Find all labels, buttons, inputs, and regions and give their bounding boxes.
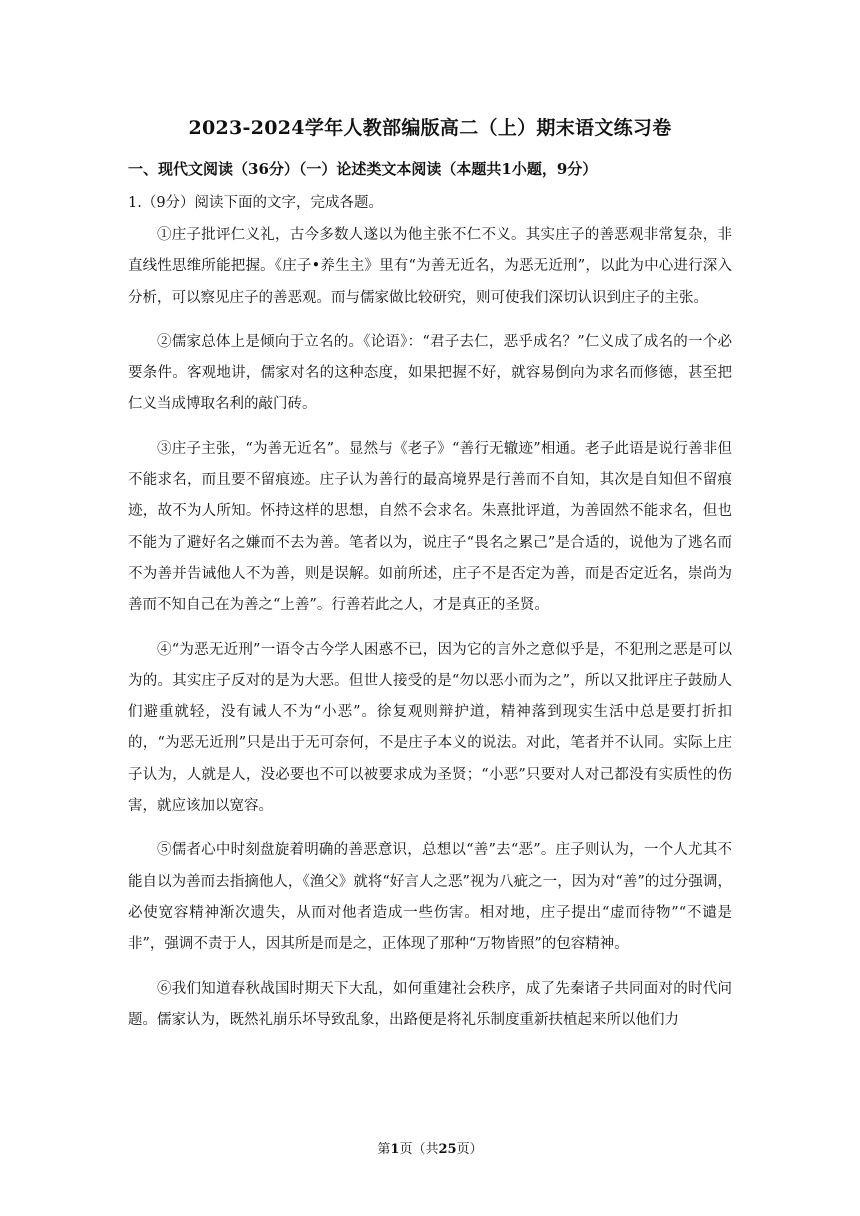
- paragraph-5: ⑤儒者心中时刻盘旋着明确的善恶意识，总想以“善”去“恶”。庄子则认为，一个人尤其不能自以为善而去指摘他人，《渔父》就将“好言人之恶”视为八疵之一，因为对“善”的过分强调，必使宽容精神渐次遗失，从而对他者造成一些伤害。相对地，庄子提出“虚而待物”“不谴是非”，强调不责于人，因其所是而是之，正体现了那种“万物皆照”的包容精神。: [128, 842, 732, 953]
- paragraph-2: ②儒家总体上是倾向于立名的。《论语》：“君子去仁，恶乎成名？”仁义成了成名的一个必要条件。客观地讲，儒家对名的这种态度，如果把握不好，就容易倒向为求名而修德，甚至把仁义当成博取名利的敲门砖。: [128, 333, 732, 413]
- paragraph-1: ①庄子批评仁义礼，古今多数人遂以为他主张不仁不义。其实庄子的善恶观非常复杂，非直线性思维所能把握。《庄子•养生主》里有“为善无近名，为恶无近刑”，以此为中心进行深入分析，可以察见庄子的善恶观。而与儒家做比较研究，则可使我们深切认识到庄子的主张。: [128, 227, 732, 306]
- paragraph-3: ③庄子主张，“为善无近名”。显然与《老子》“善行无辙迹”相通。老子此语是说行善非但不能求名，而且要不留痕迹。庄子认为善行的最高境界是行善而不自知，其次是自知但不留痕迹，故不为人所知。怀持这样的思想，自然不会求名。朱熹批评道，为善固然不能求名，但也不能为了避好名之嫌而不去为善。笔者以为，说庄子“畏名之累己”是合适的，说他为了逃名而不为善并告诫他人不为善，则是误解。如前所述，庄子不是否定为善，而是否定近名，崇尚为善而不知自己在为善之“上善”。行善若此之人，才是真正的圣贤。: [128, 440, 732, 614]
- footer-suffix: 页）: [456, 1142, 483, 1157]
- footer-prefix: 第: [377, 1142, 391, 1157]
- paragraph-4: ④“为恶无近刑”一语令古今学人困惑不已，因为它的言外之意似乎是，不犯刑之恶是可以为的。其实庄子反对的是为大恶。但世人接受的是“勿以恶小而为之”，所以又批评庄子鼓励人们避重就轻，没有诫人不为“小恶”。徐复观则辩护道，精神落到现实生活中总是要打折扣的，“为恶无近刑”只是出于无可奈何，不是庄子本义的说法。对此，笔者并不认同。实际上庄子认为，人就是人，没必要也不可以被要求成为圣贤；“小恶”只要对人对己都没有实质性的伤害，就应该加以宽容。: [128, 641, 732, 815]
- passage-body: [128, 220, 732, 1036]
- paragraph-6: ⑥我们知道春秋战国时期天下大乱，如何重建社会秩序，成了先秦诸子共同面对的时代问题。儒家认为，既然礼崩乐坏导致乱象，出路便是将礼乐制度重新扶植起来所以他们力: [128, 980, 732, 1028]
- footer-page-number: 1: [390, 1142, 400, 1157]
- page-footer: [0, 1138, 860, 1157]
- question-intro: 1.（9分）阅读下面的文字，完成各题。: [128, 195, 384, 211]
- section-heading: 一、现代文阅读（36分）（一）论述类文本阅读（本题共1小题，9分）: [128, 160, 598, 178]
- footer-middle: 页（共: [399, 1142, 439, 1157]
- exam-title: 2023-2024学年人教部编版高二（上）期末语文练习卷: [188, 117, 672, 139]
- footer-total-pages: 25: [438, 1142, 457, 1157]
